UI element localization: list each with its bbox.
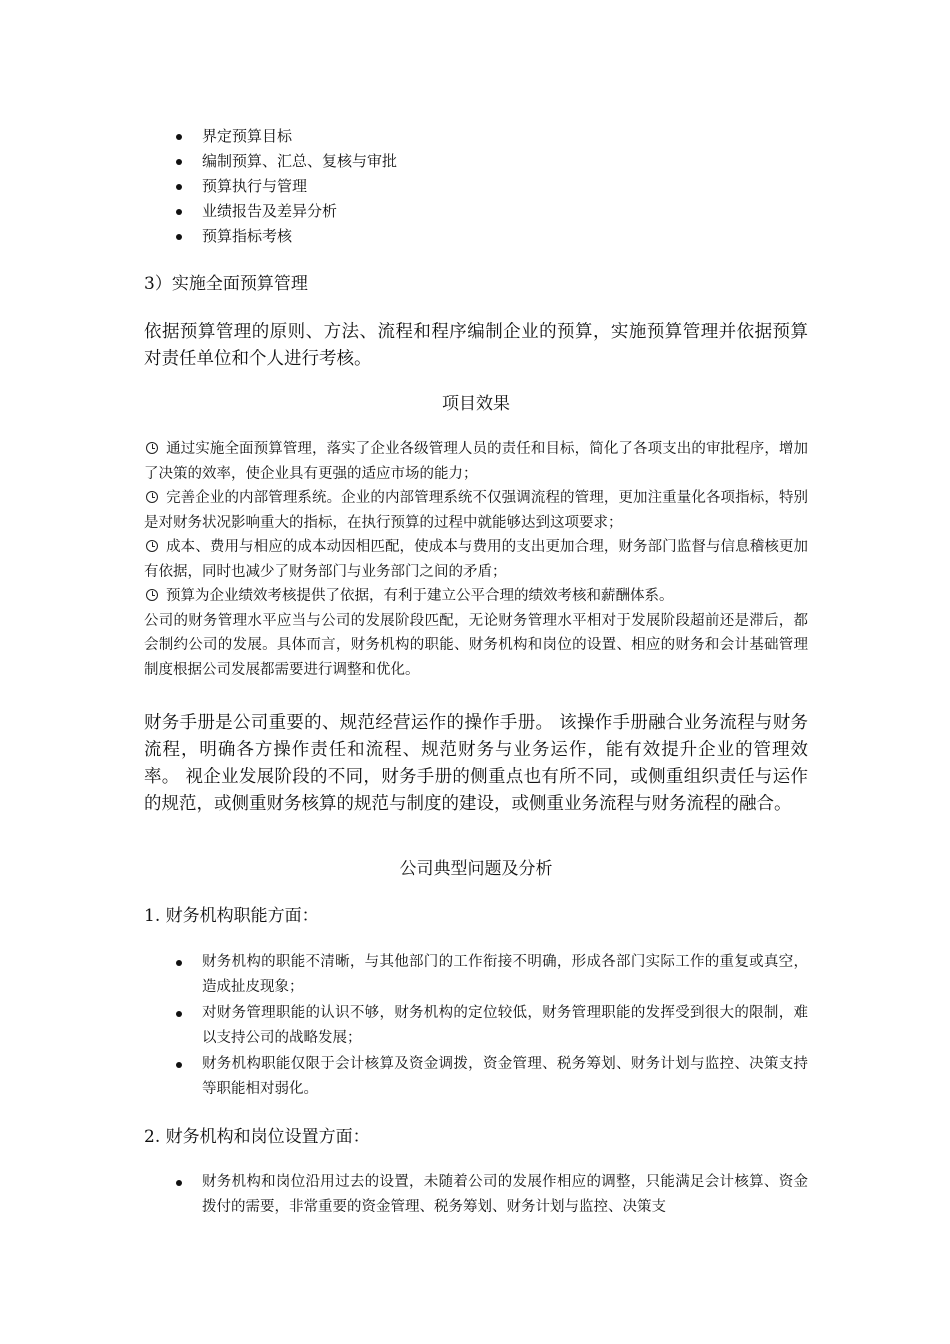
effects-section — [144, 437, 808, 682]
section3-paragraph: 依据预算管理的原则、方法、流程和程序编制企业的预算，实施预算管理并依据预算对责任单位和个人进行考核。 — [144, 322, 808, 369]
bullet-icon — [176, 960, 182, 966]
list-item: 对财务管理职能的认识不够，财务机构的定位较低，财务管理职能的发挥受到很大的限制，难以支持公司的战略发展； — [176, 1001, 808, 1051]
list-item: 业绩报告及差异分析 — [176, 199, 397, 224]
list-item: 预算执行与管理 — [176, 174, 397, 199]
bullet-icon — [176, 1062, 182, 1068]
section2-list — [176, 1170, 808, 1221]
list-item: 财务机构职能仅限于会计核算及资金调拨，资金管理、税务筹划、财务计划与监控、决策支持等职能相对弱化。 — [176, 1052, 808, 1102]
effects-summary: 公司的财务管理水平应当与公司的发展阶段匹配，无论财务管理水平相对于发展阶段超前还是滞后，都会制约公司的发展。具体而言，财务机构的职能、财务机构和岗位的设置、相应的财务和会计基础管理制度根据公司发展都需要进行调整和优化。 — [144, 612, 808, 678]
section2-heading: 2. 财务机构和岗位设置方面： — [144, 1127, 370, 1147]
list-item: 预算指标考核 — [176, 224, 397, 249]
effect-item: 完善企业的内部管理系统。企业的内部管理系统不仅强调流程的管理，更加注重量化各项指标，特别是对财务状况影响重大的指标，在执行预算的过程中就能够达到这项要求； — [144, 490, 808, 531]
bullet-icon — [176, 209, 182, 215]
bullet-icon — [176, 1180, 182, 1186]
list-item: 编制预算、汇总、复核与审批 — [176, 149, 397, 174]
section3-heading: 3）实施全面预算管理 — [144, 274, 308, 294]
bullet-icon — [176, 1011, 182, 1017]
clock-icon — [146, 589, 158, 601]
budget-steps-list — [176, 124, 397, 249]
clock-icon — [146, 540, 158, 552]
bullet-icon — [176, 134, 182, 140]
bullet-icon — [176, 234, 182, 240]
effect-item: 预算为企业绩效考核提供了依据，有利于建立公平合理的绩效考核和薪酬体系。 — [144, 584, 808, 609]
clock-icon — [146, 442, 158, 454]
section1-heading: 1. 财务机构职能方面： — [144, 906, 319, 926]
list-item: 界定预算目标 — [176, 124, 397, 149]
bullet-icon — [176, 159, 182, 165]
manual-paragraph: 财务手册是公司重要的、规范经营运作的操作手册。 该操作手册融合业务流程与财务流程，明确各方操作责任和流程、规范财务与业务运作，能有效提升企业的管理效率。 视企业发展阶段的不同，财务手册的侧重点也有所不同，或侧重组织责任与运作的规范，或侧重财务核算的规范与制度的建设，或侧重业务流程与财务流程的融合。 — [144, 713, 808, 814]
effect-item: 成本、费用与相应的成本动因相匹配，使成本与费用的支出更加合理，财务部门监督与信息稽核更加有依据，同时也减少了财务部门与业务部门之间的矛盾； — [144, 539, 808, 580]
clock-icon — [146, 491, 158, 503]
section1-list — [176, 950, 808, 1103]
effects-title: 项目效果 — [442, 394, 510, 414]
effect-item: 通过实施全面预算管理，落实了企业各级管理人员的责任和目标，简化了各项支出的审批程序，增加了决策的效率，使企业具有更强的适应市场的能力； — [144, 441, 808, 482]
problems-title: 公司典型问题及分析 — [399, 859, 553, 879]
list-item: 财务机构和岗位沿用过去的设置，未随着公司的发展作相应的调整，只能满足会计核算、资金拨付的需要，非常重要的资金管理、税务筹划、财务计划与监控、决策支 — [176, 1170, 808, 1220]
list-item: 财务机构的职能不清晰，与其他部门的工作衔接不明确，形成各部门实际工作的重复或真空，造成扯皮现象； — [176, 950, 808, 1000]
bullet-icon — [176, 184, 182, 190]
